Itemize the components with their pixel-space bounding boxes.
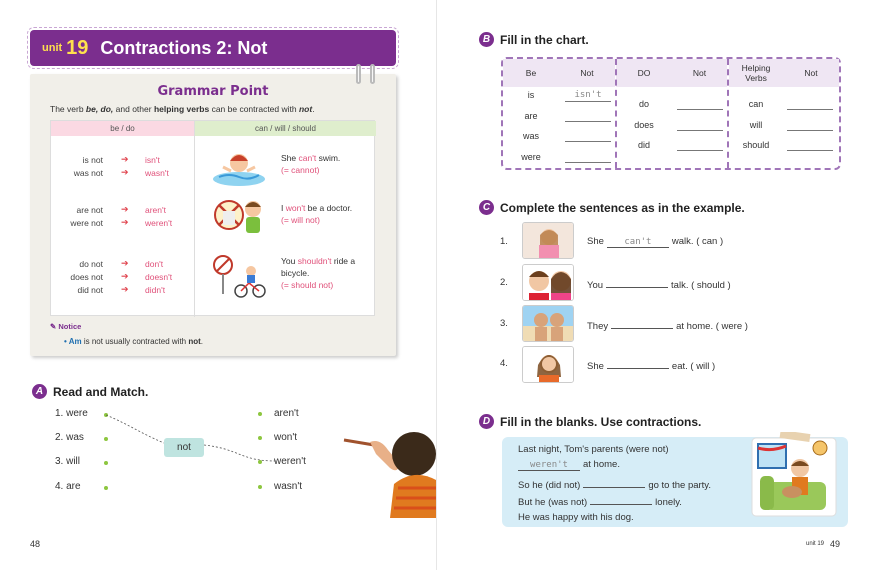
answer-blank[interactable]: weren't bbox=[518, 460, 580, 471]
section-badge: D bbox=[479, 414, 494, 429]
chart-header: Helping Verbs bbox=[729, 59, 783, 87]
section-a-title: Read and Match. bbox=[53, 384, 149, 399]
example-should bbox=[281, 255, 371, 291]
short-form: didn't bbox=[145, 285, 166, 295]
item-number: 4. bbox=[500, 358, 508, 369]
match-dot[interactable] bbox=[258, 436, 262, 440]
chart-do-word: did bbox=[637, 140, 650, 150]
chart-blank[interactable] bbox=[677, 150, 723, 151]
chart-blank[interactable] bbox=[787, 150, 833, 151]
match-left-item: 4. are bbox=[55, 481, 81, 492]
notice-text bbox=[64, 337, 203, 346]
chart-blank[interactable] bbox=[565, 121, 611, 122]
notice-part: . bbox=[200, 337, 204, 346]
item-number: 2. bbox=[500, 277, 508, 288]
sentence-part: and other bbox=[113, 104, 154, 114]
arrow-icon: ➔ bbox=[121, 217, 129, 227]
chart-helping-word: should bbox=[742, 140, 770, 150]
sentence-rest: talk. ( should ) bbox=[671, 280, 731, 291]
example-text: I bbox=[281, 203, 286, 213]
grammar-point-title: Grammar Point bbox=[157, 84, 269, 99]
chart-header: Not bbox=[672, 59, 727, 87]
answer-blank[interactable] bbox=[606, 277, 668, 288]
match-not-box: not bbox=[164, 438, 204, 457]
beach-boys-photo bbox=[522, 305, 574, 342]
short-form: doesn't bbox=[145, 272, 173, 282]
full-form: did not bbox=[77, 285, 103, 295]
paragraph-line bbox=[518, 477, 711, 491]
full-form: is not bbox=[82, 155, 103, 165]
example-contraction: won't bbox=[285, 203, 306, 213]
section-b-title: Fill in the chart. bbox=[500, 32, 589, 47]
answer-blank[interactable] bbox=[583, 477, 645, 488]
notice-label-text: Notice bbox=[58, 322, 82, 331]
chart-be-word: is bbox=[527, 90, 535, 100]
match-left-item: 3. will bbox=[55, 456, 81, 467]
chart-blank[interactable] bbox=[677, 130, 723, 131]
sentence-part: helping verbs bbox=[153, 104, 210, 114]
sentence-subject: She bbox=[587, 361, 604, 372]
paragraph-line bbox=[518, 459, 620, 471]
binder-clip-icon bbox=[370, 64, 375, 84]
grammar-row bbox=[51, 243, 376, 303]
answer-blank[interactable]: can't bbox=[607, 237, 669, 248]
example-meaning: (= will not) bbox=[281, 215, 320, 225]
notice-part: is not usually contracted with bbox=[81, 337, 189, 346]
chart-blank[interactable] bbox=[565, 162, 611, 163]
chart-separator bbox=[615, 59, 617, 168]
arrow-icon: ➔ bbox=[121, 167, 129, 177]
chart-be-word: were bbox=[521, 152, 541, 162]
notice-part: • bbox=[64, 337, 69, 346]
full-form: does not bbox=[70, 272, 103, 282]
unit-title: Contractions 2: Not bbox=[100, 37, 268, 58]
full-form: are not bbox=[76, 205, 103, 215]
full-form: do not bbox=[79, 259, 103, 269]
example-text: She bbox=[281, 153, 299, 163]
example-text: ride a bicycle. bbox=[281, 256, 356, 278]
sentence-rest: walk. ( can ) bbox=[671, 236, 724, 247]
arrow-icon: ➔ bbox=[121, 284, 129, 294]
girl-photo bbox=[522, 222, 574, 259]
match-dot[interactable] bbox=[258, 485, 262, 489]
kids-photo bbox=[522, 264, 574, 301]
paragraph-text: go to the party. bbox=[648, 480, 711, 491]
header-can-will-should: can / will / should bbox=[194, 121, 376, 136]
page-gutter bbox=[436, 0, 437, 570]
boy-writing-illustration bbox=[340, 424, 436, 518]
example-contraction: shouldn't bbox=[297, 256, 332, 266]
chart-be-word: are bbox=[524, 111, 538, 121]
paragraph-text: at home. bbox=[583, 459, 620, 470]
section-c-header bbox=[479, 200, 745, 215]
sentence-rest: eat. ( will ) bbox=[671, 361, 716, 372]
grammar-point-box bbox=[30, 74, 396, 356]
arrow-icon: ➔ bbox=[121, 258, 129, 268]
match-right-item: wasn't bbox=[274, 481, 303, 492]
section-badge: B bbox=[479, 32, 494, 47]
section-d-title: Fill in the blanks. Use contractions. bbox=[500, 414, 702, 429]
chart-blank[interactable] bbox=[565, 101, 611, 102]
sentence-subject: They bbox=[587, 321, 609, 332]
grammar-row bbox=[51, 193, 376, 243]
paragraph-text: So he (did not) bbox=[518, 480, 581, 491]
match-right-item: weren't bbox=[274, 456, 306, 467]
section-a-header bbox=[32, 384, 148, 399]
example-will bbox=[281, 202, 371, 226]
match-dot[interactable] bbox=[258, 460, 262, 464]
chart-separator bbox=[727, 59, 729, 168]
chart-blank[interactable] bbox=[787, 130, 833, 131]
sentence-part: can be contracted with bbox=[209, 104, 299, 114]
arrow-icon: ➔ bbox=[121, 204, 129, 214]
girl-eating-photo bbox=[522, 346, 574, 383]
chart-example-answer: isn't bbox=[574, 90, 602, 100]
page-number-left: 48 bbox=[30, 539, 41, 549]
full-form: was not bbox=[73, 168, 103, 178]
chart-helping-word: can bbox=[748, 99, 764, 109]
chart-blank[interactable] bbox=[565, 141, 611, 142]
short-form: weren't bbox=[145, 218, 173, 228]
grammar-table bbox=[50, 120, 375, 316]
chart-header: Be bbox=[503, 59, 559, 87]
example-text: be a doctor. bbox=[305, 203, 353, 213]
paragraph-line: He was happy with his dog. bbox=[518, 512, 634, 523]
doctor-boy-icon bbox=[211, 195, 267, 237]
no-bicycle-icon bbox=[211, 253, 267, 299]
grammar-sentence bbox=[50, 104, 315, 114]
fill-chart bbox=[501, 57, 841, 170]
short-form: aren't bbox=[145, 205, 166, 215]
example-can bbox=[281, 152, 371, 176]
grammar-row bbox=[51, 141, 376, 191]
short-form: wasn't bbox=[145, 168, 169, 178]
sentence-2 bbox=[587, 277, 731, 291]
short-form: don't bbox=[145, 259, 164, 269]
answer-blank[interactable] bbox=[590, 494, 652, 505]
chart-blank[interactable] bbox=[677, 109, 723, 110]
chart-header: Not bbox=[783, 59, 839, 87]
section-c-title: Complete the sentences as in the example. bbox=[500, 200, 745, 215]
unit-number: 19 bbox=[66, 36, 89, 59]
chart-do-word: do bbox=[638, 99, 649, 109]
sentence-part: The verb bbox=[50, 104, 86, 114]
arrow-icon: ➔ bbox=[121, 271, 129, 281]
sentence-subject: She bbox=[587, 236, 604, 247]
chart-be-word: was bbox=[522, 131, 539, 141]
example-meaning: (= should not) bbox=[281, 280, 334, 290]
section-d-header bbox=[479, 414, 701, 429]
example-contraction: can't bbox=[298, 153, 317, 163]
item-number: 3. bbox=[500, 318, 508, 329]
sentence-part: not bbox=[298, 104, 313, 114]
chart-blank[interactable] bbox=[787, 109, 833, 110]
example-meaning: (= cannot) bbox=[281, 165, 320, 175]
section-badge: A bbox=[32, 384, 47, 399]
match-left-item: 1. were bbox=[55, 408, 88, 419]
example-text: swim. bbox=[316, 153, 341, 163]
section-badge: C bbox=[479, 200, 494, 215]
boy-with-dog-illustration bbox=[748, 432, 840, 522]
example-text: You bbox=[281, 256, 298, 266]
answer-blank[interactable] bbox=[607, 358, 669, 369]
section-b-header bbox=[479, 32, 589, 47]
sentence-part: be, do, bbox=[85, 104, 114, 114]
match-left-item: 2. was bbox=[55, 432, 84, 443]
paragraph-line: Last night, Tom's parents (were not) bbox=[518, 444, 669, 455]
chart-header: Not bbox=[559, 59, 615, 87]
chart-helping-word: will bbox=[749, 120, 763, 130]
short-form: isn't bbox=[145, 155, 160, 165]
item-number: 1. bbox=[500, 236, 508, 247]
sentence-4 bbox=[587, 358, 715, 372]
page-number-right: 49 bbox=[830, 539, 841, 549]
match-dot[interactable] bbox=[104, 486, 108, 490]
header-be-do: be / do bbox=[51, 121, 194, 136]
match-right-item: aren't bbox=[274, 408, 299, 419]
full-form: were not bbox=[70, 218, 103, 228]
sentence-3 bbox=[587, 318, 748, 332]
match-dot[interactable] bbox=[258, 412, 262, 416]
sentence-1 bbox=[587, 236, 723, 248]
sentence-part: . bbox=[312, 104, 315, 114]
binder-clip-icon bbox=[356, 64, 361, 84]
chart-header: DO bbox=[616, 59, 672, 87]
notice-label: ✎ Notice bbox=[50, 322, 82, 331]
answer-blank[interactable] bbox=[611, 318, 673, 329]
swimming-girl-icon bbox=[211, 145, 267, 187]
sentence-rest: at home. ( were ) bbox=[676, 321, 748, 332]
sentence-subject: You bbox=[587, 280, 604, 291]
arrow-icon: ➔ bbox=[121, 154, 129, 164]
paragraph-text: But he (was not) bbox=[518, 497, 588, 508]
notice-part: not bbox=[188, 337, 201, 346]
unit-word: unit bbox=[42, 42, 63, 54]
page-unit-label: unit 19 bbox=[806, 541, 825, 547]
paragraph-line bbox=[518, 494, 682, 508]
notice-part: Am bbox=[68, 337, 82, 346]
match-right-item: won't bbox=[274, 432, 298, 443]
unit-banner bbox=[30, 30, 396, 66]
paragraph-text: lonely. bbox=[655, 497, 682, 508]
chart-do-word: does bbox=[634, 120, 654, 130]
